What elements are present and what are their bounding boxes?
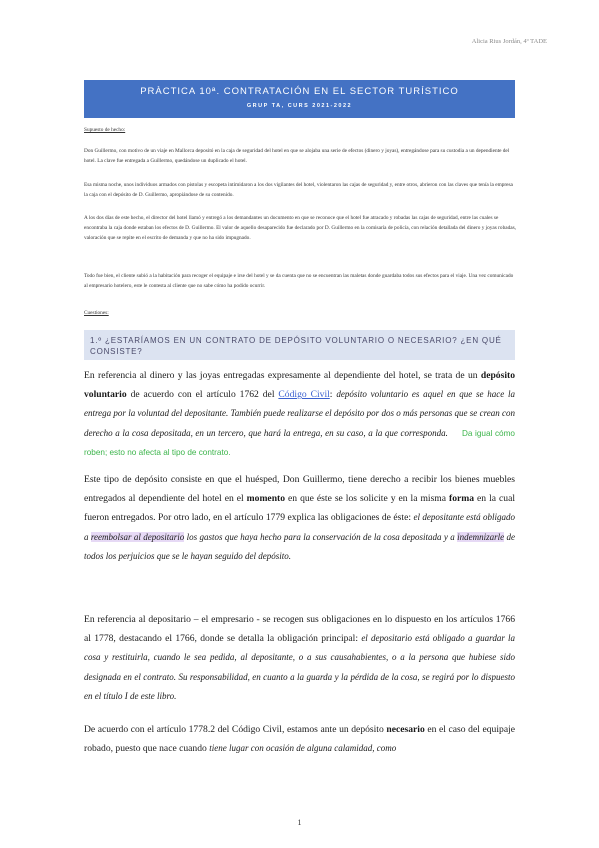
highlight-indemnizarle: indemnizarle [457, 531, 505, 542]
highlight-reembolsar: reembolsar al depositario [90, 531, 185, 542]
document-title: PRÀCTICA 10ª. CONTRATACIÓN EN EL SECTOR TURÍSTICO [140, 86, 459, 97]
questions-heading: Cuestiones: [84, 310, 109, 316]
question-1-box: 1.º ¿ESTARÍAMOS EN UN CONTRATO DE DEPÓSITO VOLUNTARIO O NECESARIO? ¿EN QUÉ CONSISTE? [84, 330, 515, 360]
answer-paragraph-4: De acuerdo con el artículo 1778.2 del Código Civil, estamos ante un depósito necesario en el caso del equipaje robado, puesto que nace cuando tiene lugar con ocasión de alguna calamidad, como [84, 724, 515, 755]
facts-paragraph-2: Esa misma noche, unos individuos armados con pistolas y escopeta intimidaron a los dos vigilantes del hotel, violentaron las cajas de seguridad y, entre otros, abrieron con las claves que tenía la empresa la caja con el depósito de D. Guillermo, apropiándose de su contenido. [84, 182, 513, 198]
codigo-civil-link[interactable]: Código Civil [278, 389, 330, 401]
answer-paragraph-3: En referencia al depositario – el empresario - se recogen sus obligaciones en lo dispuesto en los artículos 1766 al 1778, destacando el 1766, donde se detalla la obligación principal: el depositario está obligado a guardar la cosa y restituirla, cuando le sea pedida, al depositante, o a sus causahabientes, o a la persona que hubiese sido designada en el contrato. Su responsabilidad, en cuanto a la guarda y la pérdida de la cosa, se regirá por lo dispuesto en el título I de este libro. [84, 614, 515, 701]
answer-paragraph-2: Este tipo de depósito consiste en que el huésped, Don Guillermo, tiene derecho a recibir los bienes muebles entregados al dependiente del hotel en el momento en que éste se los solicite y en la misma forma en la cual fueron entregados. Por otro lado, en el artículo 1779 explica las obligaciones de éste: el depositante está obligado a reembolsar al depositario los gastos que haya hecho para la conservación de la cosa depositada y a indemnizarle de todos los perjuicios que se le hayan seguido del depósito. [84, 474, 515, 561]
document-subtitle: GRUP TA, CURS 2021-2022 [246, 103, 353, 109]
facts-paragraph-1: Don Guillermo, con motivo de un viaje en Mallorca depositó en la caja de seguridad del hotel en que se alojaba una serie de efectos (dinero y joyas), entregándose para su custodia a un dependiente del hotel. La clave fue entregada a Guillermo, quedándose un duplicado el hotel. [84, 148, 510, 164]
header-author: Alicia Rius Jordán, 4º TADE [471, 38, 547, 45]
facts-paragraph-4: Todo fue bien, el cliente subió a la habitación para recoger el equipaje e irse del hotel y se da cuenta que no se encuentran las maletas donde guardaba todos sus efectos para el viaje. Una vez comunicado al empresario hotelero, este le contesta al cliente que no sabe cómo ha podido ocurrir. [84, 273, 514, 289]
title-banner [84, 80, 515, 118]
facts-paragraph-3: A los dos días de este hecho, el director del hotel llamó y entregó a los demandantes un documento en que se reconoce que el hotel fue atracado y robadas las cajas de seguridad, entre las cuales se encontraba la caja donde estaban los efectos de D. Guillermo. El valor de aquello desaparecido fue declarado por D. Guillermo en la comisaría de policía, con relación detallada del dinero y joyas robadas, valoración que se repite en el escrito de demanda y que no ha sido impugnado. [84, 215, 516, 241]
facts-heading: Supuesto de hecho: [84, 127, 126, 133]
answer-paragraph-1: En referencia al dinero y las joyas entregadas expresamente al dependiente del hotel, se trata de un depósito voluntario de acuerdo con el artículo 1762 del Código Civil: depósito voluntario es aquel en que se hace la entrega por la voluntad del depositante. También puede realizarse el depósito por dos o más personas que se crean con derecho a la cosa depositada, en un tercero, que hará la entrega, en su caso, a la que corresponda. Da igual cómo roben; esto no afecta al tipo de contrato. [84, 370, 515, 457]
page-number: 1 [297, 818, 302, 827]
review-comment: Da igual cómo roben; esto no afecta al tipo de contrato. [84, 428, 515, 457]
